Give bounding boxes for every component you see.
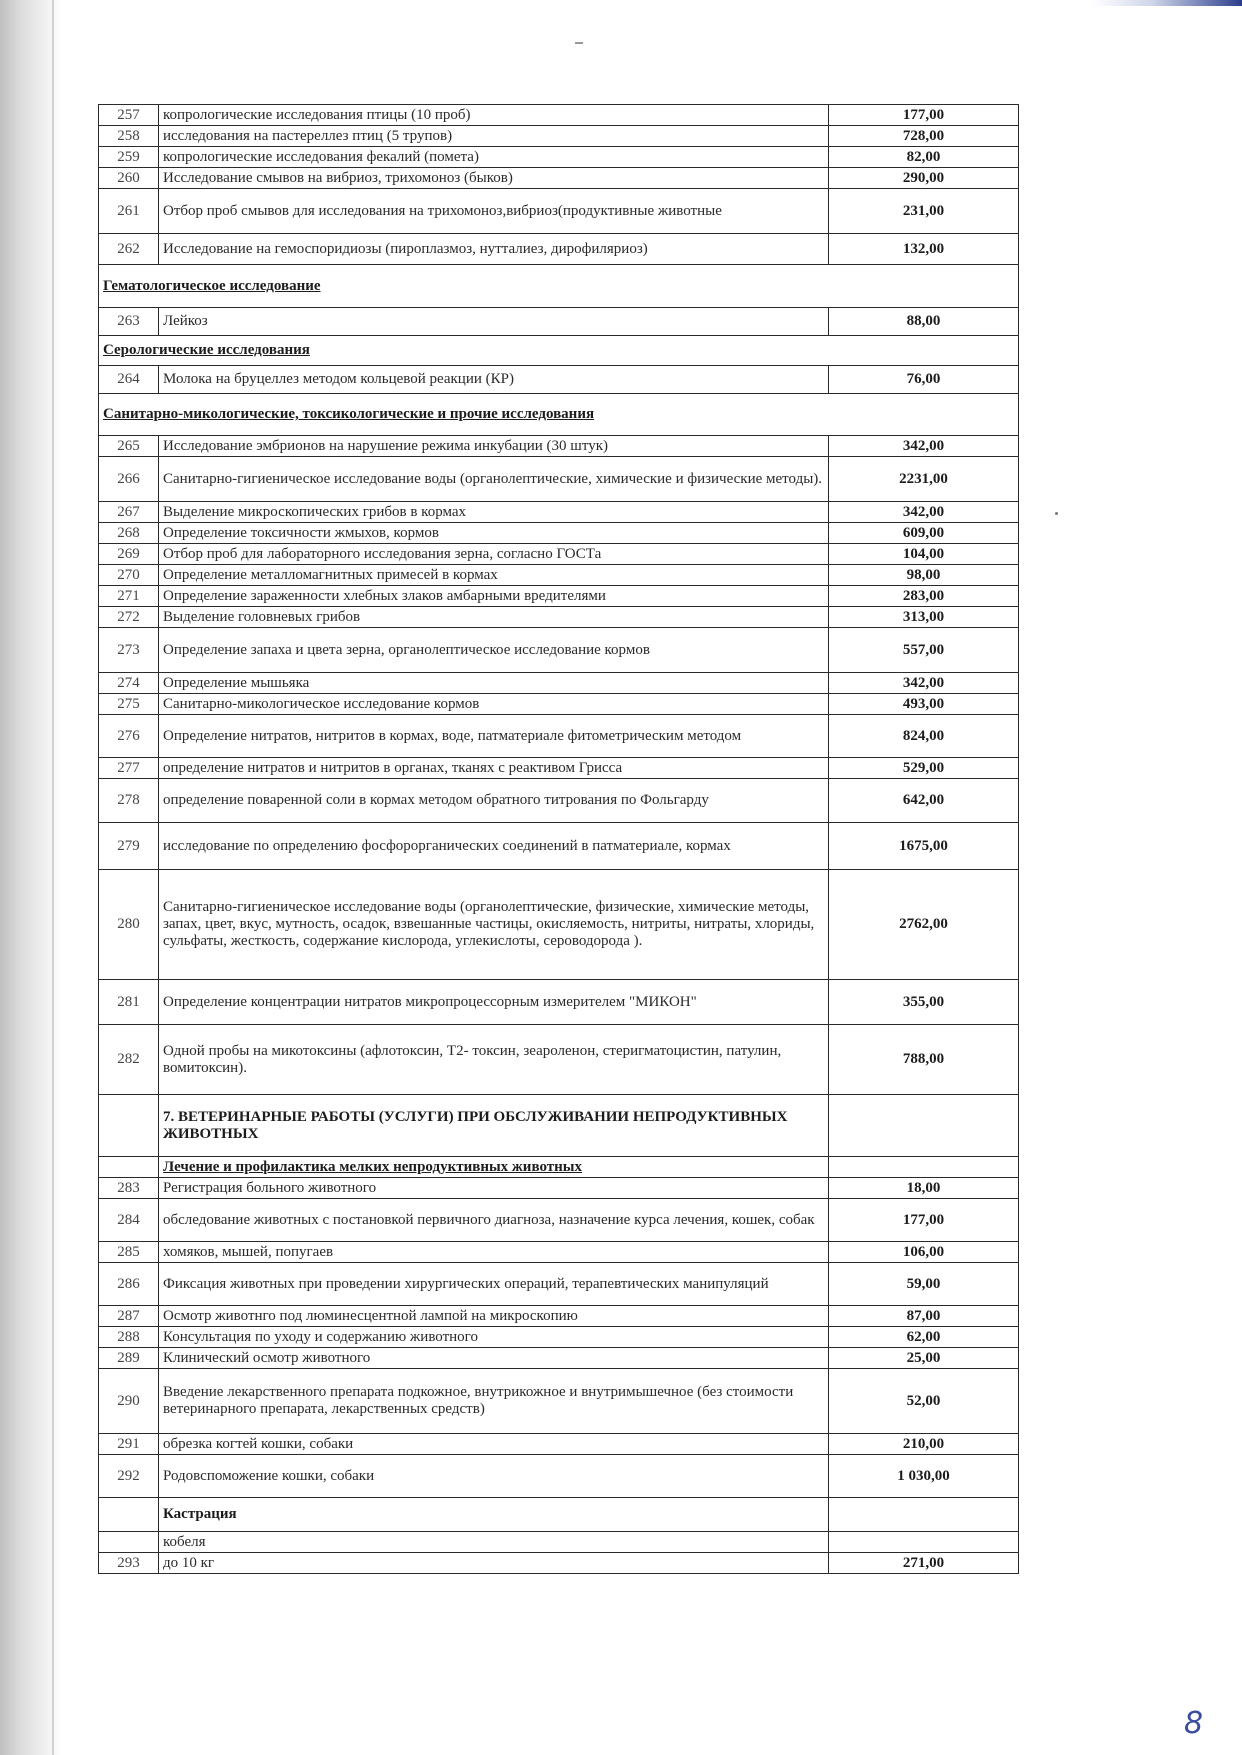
service-price: 2231,00 xyxy=(829,457,1019,502)
price-table xyxy=(98,104,1019,1574)
table-row xyxy=(99,1242,1019,1263)
row-number: 292 xyxy=(99,1455,159,1498)
section-row xyxy=(99,265,1019,308)
row-number: 269 xyxy=(99,544,159,565)
table-row xyxy=(99,1369,1019,1434)
scan-left-edge-line xyxy=(52,0,54,1755)
service-price: 104,00 xyxy=(829,544,1019,565)
service-description: Молока на бруцеллез методом кольцевой реакции (КР) xyxy=(159,366,829,394)
service-price: 62,00 xyxy=(829,1327,1019,1348)
service-price: 52,00 xyxy=(829,1369,1019,1434)
service-price: 231,00 xyxy=(829,189,1019,234)
service-description: Исследование эмбрионов на нарушение режима инкубации (30 штук) xyxy=(159,436,829,457)
service-price: 342,00 xyxy=(829,502,1019,523)
service-description: до 10 кг xyxy=(159,1553,829,1574)
service-price: 98,00 xyxy=(829,565,1019,586)
service-description: Исследование на гемоспоридиозы (пироплазмоз, нутталиез, дирофиляриоз) xyxy=(159,234,829,265)
section-title: Гематологическое исследование xyxy=(99,265,1019,308)
service-price: 788,00 xyxy=(829,1025,1019,1095)
section-title: Санитарно-микологические, токсикологические и прочие исследования xyxy=(99,394,1019,436)
table-row xyxy=(99,147,1019,168)
service-price: 283,00 xyxy=(829,586,1019,607)
row-number: 284 xyxy=(99,1199,159,1242)
service-price: 355,00 xyxy=(829,980,1019,1025)
section-row xyxy=(99,1532,1019,1553)
row-number: 263 xyxy=(99,308,159,336)
table-row xyxy=(99,1025,1019,1095)
table-row xyxy=(99,126,1019,147)
table-row xyxy=(99,1199,1019,1242)
section-title: Серологические исследования xyxy=(99,336,1019,366)
service-description: копрологические исследования фекалий (помета) xyxy=(159,147,829,168)
service-price: 177,00 xyxy=(829,1199,1019,1242)
service-description: Определение нитратов, нитритов в кормах, воде, патматериале фитометрическим методом xyxy=(159,715,829,758)
row-number: 281 xyxy=(99,980,159,1025)
scan-speck xyxy=(1055,512,1058,515)
service-description: Выделение микроскопических грибов в кормах xyxy=(159,502,829,523)
section-row xyxy=(99,1095,1019,1157)
service-description: Санитарно-микологическое исследование кормов xyxy=(159,694,829,715)
service-price: 210,00 xyxy=(829,1434,1019,1455)
row-number: 276 xyxy=(99,715,159,758)
row-number-empty xyxy=(99,1095,159,1157)
row-number: 288 xyxy=(99,1327,159,1348)
row-number: 259 xyxy=(99,147,159,168)
row-number: 262 xyxy=(99,234,159,265)
row-number: 283 xyxy=(99,1178,159,1199)
service-description: копрологические исследования птицы (10 проб) xyxy=(159,105,829,126)
table-row xyxy=(99,694,1019,715)
table-row xyxy=(99,715,1019,758)
row-number: 257 xyxy=(99,105,159,126)
table-row xyxy=(99,1553,1019,1574)
table-row xyxy=(99,1178,1019,1199)
service-price: 177,00 xyxy=(829,105,1019,126)
service-description: Отбор проб смывов для исследования на трихомоноз,вибриоз(продуктивные животные xyxy=(159,189,829,234)
row-number: 273 xyxy=(99,628,159,673)
table-row xyxy=(99,586,1019,607)
price-empty xyxy=(829,1532,1019,1553)
service-price: 609,00 xyxy=(829,523,1019,544)
service-description: Осмотр животнго под люминесцентной лампой на микроскопию xyxy=(159,1306,829,1327)
service-price: 132,00 xyxy=(829,234,1019,265)
table-row xyxy=(99,1306,1019,1327)
service-price: 529,00 xyxy=(829,758,1019,779)
service-description: исследования на пастереллез птиц (5 трупов) xyxy=(159,126,829,147)
row-number: 287 xyxy=(99,1306,159,1327)
service-price: 824,00 xyxy=(829,715,1019,758)
service-price: 88,00 xyxy=(829,308,1019,336)
row-number: 277 xyxy=(99,758,159,779)
row-number: 282 xyxy=(99,1025,159,1095)
price-empty xyxy=(829,1095,1019,1157)
section-row xyxy=(99,1498,1019,1532)
table-row xyxy=(99,565,1019,586)
row-number: 286 xyxy=(99,1263,159,1306)
service-description: Одной пробы на микотоксины (афлотоксин, Т2- токсин, зеароленон, стеригматоцистин, патулин, вомитоксин). xyxy=(159,1025,829,1095)
row-number: 264 xyxy=(99,366,159,394)
table-row xyxy=(99,673,1019,694)
service-price: 642,00 xyxy=(829,779,1019,823)
group-subtitle: кобеля xyxy=(159,1532,829,1553)
chapter-heading: 7. ВЕТЕРИНАРНЫЕ РАБОТЫ (УСЛУГИ) ПРИ ОБСЛУЖИВАНИИ НЕПРОДУКТИВНЫХ ЖИВОТНЫХ xyxy=(159,1095,829,1157)
price-empty xyxy=(829,1498,1019,1532)
service-price: 87,00 xyxy=(829,1306,1019,1327)
service-description: определение нитратов и нитритов в органах, тканях с реактивом Грисса xyxy=(159,758,829,779)
row-number-empty xyxy=(99,1157,159,1178)
row-number: 272 xyxy=(99,607,159,628)
row-number-empty xyxy=(99,1498,159,1532)
table-row xyxy=(99,870,1019,980)
price-table-body xyxy=(99,105,1019,1574)
service-description: обследование животных с постановкой первичного диагноза, назначение курса лечения, кошек, собак xyxy=(159,1199,829,1242)
table-row xyxy=(99,168,1019,189)
table-row xyxy=(99,980,1019,1025)
service-price: 271,00 xyxy=(829,1553,1019,1574)
service-description: Определение мышьяка xyxy=(159,673,829,694)
row-number: 285 xyxy=(99,1242,159,1263)
service-description: Санитарно-гигиеническое исследование воды (органолептические, физические, химические методы, запах, цвет, вкус, мутность, осадок, взвешанные частицы, окисляемость, нитриты, нитраты, хлориды, сульфаты, жесткость, содержание кислорода, углекислоты, сероводорода ). xyxy=(159,870,829,980)
service-description: Санитарно-гигиеническое исследование воды (органолептические, химические и физические методы). xyxy=(159,457,829,502)
table-row xyxy=(99,457,1019,502)
row-number: 291 xyxy=(99,1434,159,1455)
service-description: Выделение головневых грибов xyxy=(159,607,829,628)
service-price: 1675,00 xyxy=(829,823,1019,870)
scan-speck xyxy=(575,42,583,44)
table-row xyxy=(99,758,1019,779)
table-row xyxy=(99,189,1019,234)
page-number: 8 xyxy=(1184,1706,1204,1741)
subsection-title: Лечение и профилактика мелких непродуктивных животных xyxy=(159,1157,829,1178)
service-description: Отбор проб для лабораторного исследования зерна, согласно ГОСТа xyxy=(159,544,829,565)
section-row xyxy=(99,336,1019,366)
service-description: обрезка когтей кошки, собаки xyxy=(159,1434,829,1455)
table-row xyxy=(99,523,1019,544)
service-price: 557,00 xyxy=(829,628,1019,673)
service-price: 106,00 xyxy=(829,1242,1019,1263)
service-description: исследование по определению фосфорорганических соединений в патматериале, кормах xyxy=(159,823,829,870)
table-row xyxy=(99,607,1019,628)
table-row xyxy=(99,308,1019,336)
service-description: Определение запаха и цвета зерна, органолептическое исследование кормов xyxy=(159,628,829,673)
table-row xyxy=(99,1263,1019,1306)
table-row xyxy=(99,1434,1019,1455)
service-description: определение поваренной соли в кормах методом обратного титрования по Фольгарду xyxy=(159,779,829,823)
section-row xyxy=(99,1157,1019,1178)
row-number: 278 xyxy=(99,779,159,823)
service-description: Фиксация животных при проведении хирургических операций, терапевтических манипуляций xyxy=(159,1263,829,1306)
table-row xyxy=(99,1348,1019,1369)
row-number: 268 xyxy=(99,523,159,544)
service-description: Клинический осмотр животного xyxy=(159,1348,829,1369)
table-row xyxy=(99,502,1019,523)
scan-corner-mark xyxy=(1092,0,1242,6)
service-price: 76,00 xyxy=(829,366,1019,394)
row-number: 260 xyxy=(99,168,159,189)
service-price: 2762,00 xyxy=(829,870,1019,980)
service-description: Лейкоз xyxy=(159,308,829,336)
row-number: 289 xyxy=(99,1348,159,1369)
service-price: 1 030,00 xyxy=(829,1455,1019,1498)
service-price: 313,00 xyxy=(829,607,1019,628)
service-description: Консультация по уходу и содержанию животного xyxy=(159,1327,829,1348)
row-number: 267 xyxy=(99,502,159,523)
row-number: 280 xyxy=(99,870,159,980)
price-empty xyxy=(829,1157,1019,1178)
service-price: 342,00 xyxy=(829,673,1019,694)
service-description: Определение металломагнитных примесей в кормах xyxy=(159,565,829,586)
service-description: хомяков, мышей, попугаев xyxy=(159,1242,829,1263)
service-description: Определение токсичности жмыхов, кормов xyxy=(159,523,829,544)
service-description: Родовспоможение кошки, собаки xyxy=(159,1455,829,1498)
service-price: 342,00 xyxy=(829,436,1019,457)
table-row xyxy=(99,1327,1019,1348)
service-description: Исследование смывов на вибриоз, трихомоноз (быков) xyxy=(159,168,829,189)
table-row xyxy=(99,436,1019,457)
table-row xyxy=(99,105,1019,126)
row-number: 261 xyxy=(99,189,159,234)
row-number: 279 xyxy=(99,823,159,870)
service-price: 59,00 xyxy=(829,1263,1019,1306)
table-row xyxy=(99,1455,1019,1498)
service-description: Введение лекарственного препарата подкожное, внутрикожное и внутримышечное (без стоимости ветеринарного препарата, лекарственных средств) xyxy=(159,1369,829,1434)
service-description: Определение зараженности хлебных злаков амбарными вредителями xyxy=(159,586,829,607)
row-number: 275 xyxy=(99,694,159,715)
group-title: Кастрация xyxy=(159,1498,829,1532)
row-number-empty xyxy=(99,1532,159,1553)
row-number: 274 xyxy=(99,673,159,694)
table-row xyxy=(99,628,1019,673)
service-price: 82,00 xyxy=(829,147,1019,168)
row-number: 258 xyxy=(99,126,159,147)
table-row xyxy=(99,779,1019,823)
service-price: 25,00 xyxy=(829,1348,1019,1369)
row-number: 293 xyxy=(99,1553,159,1574)
table-row xyxy=(99,234,1019,265)
row-number: 270 xyxy=(99,565,159,586)
service-description: Регистрация больного животного xyxy=(159,1178,829,1199)
table-row xyxy=(99,366,1019,394)
row-number: 266 xyxy=(99,457,159,502)
service-price: 290,00 xyxy=(829,168,1019,189)
service-price: 728,00 xyxy=(829,126,1019,147)
service-price: 493,00 xyxy=(829,694,1019,715)
table-row xyxy=(99,823,1019,870)
service-price: 18,00 xyxy=(829,1178,1019,1199)
section-row xyxy=(99,394,1019,436)
row-number: 290 xyxy=(99,1369,159,1434)
row-number: 265 xyxy=(99,436,159,457)
table-row xyxy=(99,544,1019,565)
row-number: 271 xyxy=(99,586,159,607)
service-description: Определение концентрации нитратов микропроцессорным измерителем "МИКОН" xyxy=(159,980,829,1025)
